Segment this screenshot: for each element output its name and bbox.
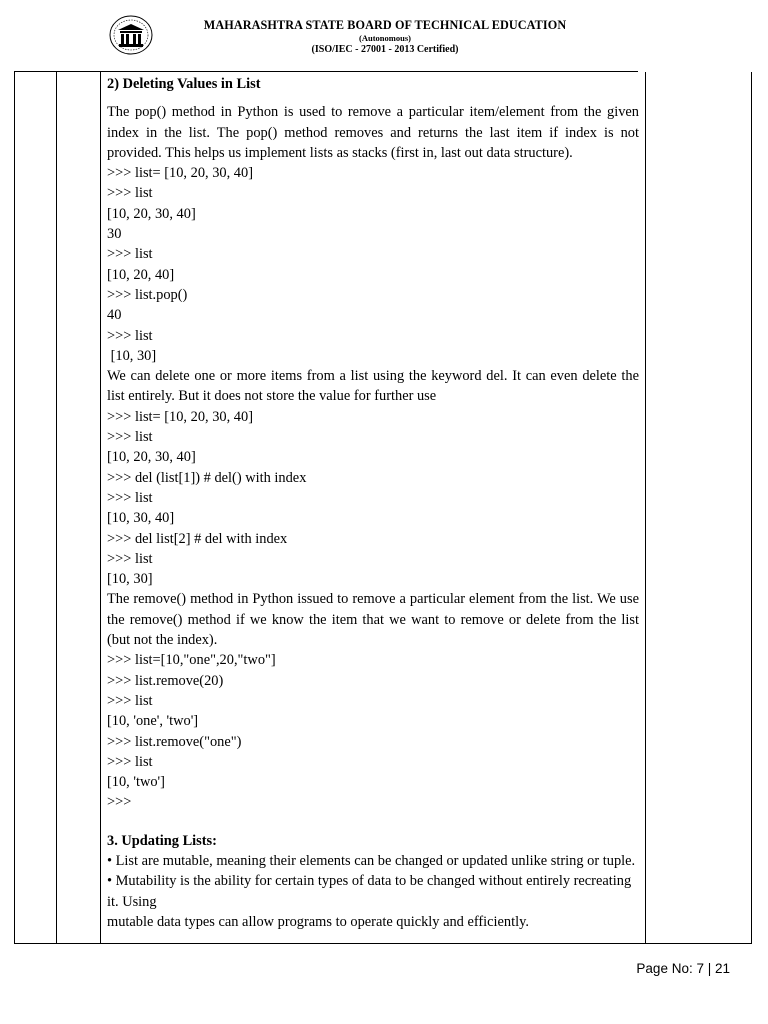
autonomous-label: (Autonomous): [359, 33, 411, 44]
code-line: >>> list: [107, 550, 153, 567]
code-line: >>> list.pop(): [107, 286, 188, 303]
code-line: >>> list.remove("one"): [107, 733, 242, 750]
code-line: >>> list: [107, 185, 153, 202]
code-block: [107, 650, 639, 812]
table-column-divider: [100, 72, 101, 943]
bullet-item: • Mutability is the ability for certain types of data to be changed without entirely recreating it. Using: [107, 873, 632, 910]
code-line: [10, 30]: [107, 571, 153, 588]
code-line: [10, 30, 40]: [107, 510, 175, 527]
msbte-seal-icon: [108, 14, 154, 56]
code-line: >>> list= [10, 20, 30, 40]: [107, 408, 253, 425]
code-line: [10, 'two']: [107, 774, 165, 791]
table-border-left: [14, 72, 15, 943]
table-column-divider: [56, 72, 57, 943]
certification-label: (ISO/IEC - 27001 - 2013 Certified): [311, 43, 459, 55]
paragraph: The pop() method in Python is used to remove a particular item/element from the given index in the list. The pop() method removes and returns the last item if index is not provided. This helps us implement lists as stacks (first in, last out data structure).: [107, 104, 639, 161]
page-header: [0, 0, 768, 72]
code-line: >>> list=[10,"one",20,"two"]: [107, 652, 276, 669]
code-line: >>> list= [10, 20, 30, 40]: [107, 165, 253, 182]
organization-header: [170, 18, 600, 56]
code-line: >>> del list[2] # del with index: [107, 530, 288, 547]
section-heading: 2) Deleting Values in List: [107, 76, 261, 92]
table-column-divider: [645, 72, 646, 943]
code-line: 40: [107, 307, 122, 324]
organization-name: MAHARASHTRA STATE BOARD OF TECHNICAL EDUCATION: [203, 18, 567, 32]
code-line: >>> list: [107, 753, 153, 770]
code-line: >>>: [107, 794, 132, 811]
section-heading: 3. Updating Lists:: [107, 832, 217, 849]
code-line: 30: [107, 226, 122, 243]
code-line: >>> list: [107, 429, 153, 446]
page-number: Page No: 7 | 21: [636, 961, 730, 976]
bullet-item: • List are mutable, meaning their elements can be changed or updated unlike string or tuple.: [107, 852, 636, 869]
code-line: [10, 20, 30, 40]: [107, 449, 196, 466]
code-line: >>> list: [107, 246, 153, 263]
code-line: [10, 30]: [107, 347, 157, 364]
code-line: >>> list: [107, 692, 153, 709]
code-block: [107, 407, 639, 590]
code-line: >>> list.remove(20): [107, 672, 224, 689]
paragraph: We can delete one or more items from a list using the keyword del. It can even delete the list entirely. But it does not store the value for further use: [107, 368, 639, 405]
code-line: [10, 20, 30, 40]: [107, 205, 196, 222]
answer-content: [107, 74, 639, 932]
code-line: [10, 'one', 'two']: [107, 713, 199, 730]
code-line: >>> list: [107, 489, 153, 506]
paragraph: mutable data types can allow programs to operate quickly and efficiently.: [107, 913, 529, 930]
code-line: [10, 20, 40]: [107, 266, 175, 283]
code-line: >>> del (list[1]) # del() with index: [107, 469, 307, 486]
table-border-right: [751, 72, 752, 943]
code-block: [107, 163, 639, 366]
code-line: >>> list: [107, 327, 153, 344]
paragraph: The remove() method in Python issued to remove a particular element from the list. We use the remove() method if we know the item that we want to remove or delete from the list (but not the index).: [107, 591, 639, 649]
